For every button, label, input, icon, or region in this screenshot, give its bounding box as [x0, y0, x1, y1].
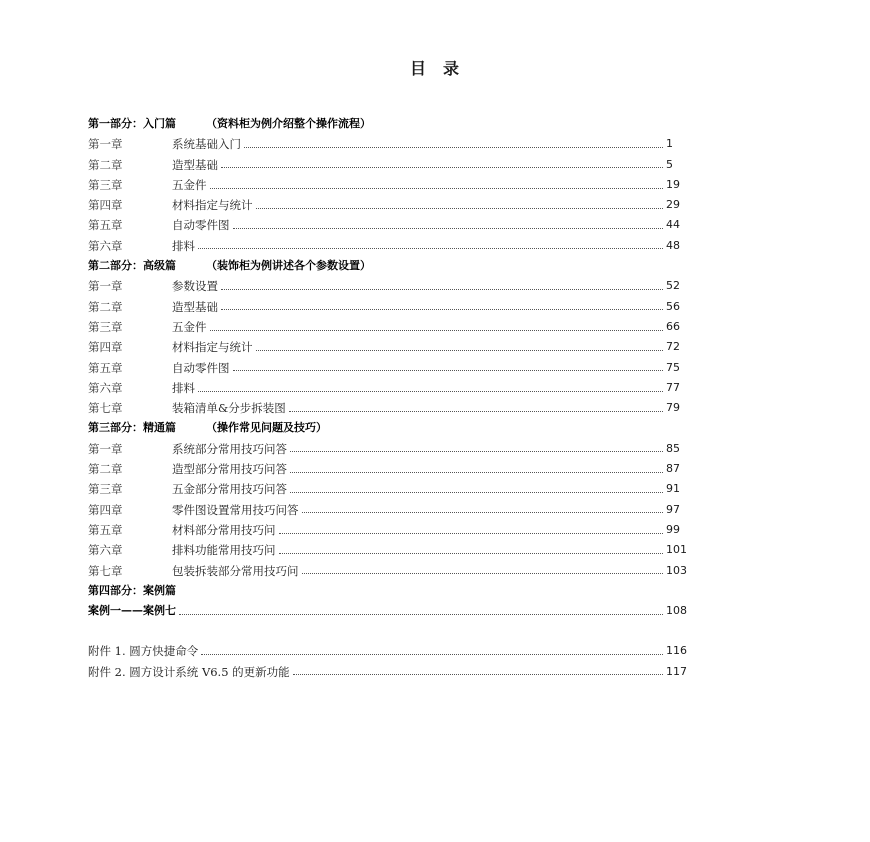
toc-entry[interactable] [88, 215, 690, 235]
part-heading [88, 581, 690, 601]
chapter-label: 第一章 [88, 441, 123, 456]
entry-title: 装箱清单&分步拆装图 [172, 401, 286, 416]
part-heading-label: 第二部分：高级篇 [88, 259, 176, 273]
entry-title: 材料指定与统计 [172, 198, 253, 213]
toc-title [0, 56, 870, 79]
dot-leader [256, 208, 664, 209]
page-number: 101 [666, 543, 687, 557]
page-number: 77 [666, 380, 680, 394]
toc-entry[interactable] [88, 459, 690, 479]
dot-leader [221, 309, 663, 310]
entry-title: 造型基础 [172, 299, 218, 314]
toc-entry-appendix[interactable] [88, 641, 690, 661]
part-heading-note: （装饰柜为例讲述各个参数设置） [206, 259, 371, 273]
section-spacer [88, 621, 690, 641]
page-number: 44 [666, 218, 680, 232]
chapter-label: 第五章 [88, 218, 123, 233]
chapter-label: 第六章 [88, 543, 123, 558]
entry-title: 五金件 [172, 177, 207, 192]
entry-title: 排料 [172, 238, 195, 253]
dot-leader [244, 147, 663, 148]
entry-title: 系统基础入门 [172, 137, 241, 152]
toc-entry[interactable] [88, 520, 690, 540]
chapter-label: 第四章 [88, 340, 123, 355]
part-heading-label: 第三部分：精通篇 [88, 421, 176, 435]
page-number: 91 [666, 482, 680, 496]
chapter-label: 第二章 [88, 157, 123, 172]
entry-title: 零件图设置常用技巧问答 [172, 502, 299, 517]
chapter-label: 第六章 [88, 238, 123, 253]
entry-title: 造型部分常用技巧问答 [172, 462, 287, 477]
dot-leader [210, 330, 664, 331]
dot-leader [201, 654, 663, 655]
chapter-label: 第一章 [88, 137, 123, 152]
toc-entry[interactable] [88, 561, 690, 581]
part-heading [88, 418, 690, 438]
page-number: 56 [666, 299, 680, 313]
part-heading [88, 256, 690, 276]
part-heading-label: 第四部分：案例篇 [88, 583, 176, 597]
chapter-label: 第五章 [88, 360, 123, 375]
entry-title: 案例一——案例七 [88, 604, 176, 618]
entry-title: 附件 2. 圆方设计系统 V6.5 的更新功能 [88, 664, 290, 679]
dot-leader [302, 512, 664, 513]
page-number: 29 [666, 198, 680, 212]
page-number: 66 [666, 319, 680, 333]
toc-entry[interactable] [88, 479, 690, 499]
part-heading-note: （资料柜为例介绍整个操作流程） [206, 117, 371, 130]
entry-title: 材料指定与统计 [172, 340, 253, 355]
toc-entry[interactable] [88, 540, 690, 560]
toc-title-char-1: 目 [409, 59, 427, 78]
toc-entry[interactable] [88, 337, 690, 357]
chapter-label: 第三章 [88, 319, 123, 334]
toc-entry[interactable] [88, 134, 690, 154]
toc-entry-appendix[interactable] [88, 662, 690, 682]
toc-entry[interactable] [88, 155, 690, 175]
entry-title: 排料功能常用技巧问 [172, 543, 276, 558]
dot-leader [221, 167, 663, 168]
toc-entry[interactable] [88, 236, 690, 256]
toc-entry[interactable] [88, 378, 690, 398]
toc-entry[interactable] [88, 297, 690, 317]
page-number: 1 [666, 137, 673, 151]
dot-leader [198, 391, 663, 392]
entry-title: 排料 [172, 380, 195, 395]
entry-title: 五金件 [172, 319, 207, 334]
chapter-label: 第七章 [88, 401, 123, 416]
entry-title: 包装拆装部分常用技巧问 [172, 563, 299, 578]
entry-title: 系统部分常用技巧问答 [172, 441, 287, 456]
entry-title: 参数设置 [172, 279, 218, 294]
dot-leader [179, 614, 663, 615]
dot-leader [302, 573, 664, 574]
part-heading [88, 114, 690, 134]
dot-leader [290, 451, 663, 452]
dot-leader [293, 674, 663, 675]
dot-leader [221, 289, 663, 290]
part-heading-note: （操作常见问题及技巧） [206, 421, 327, 435]
page-number: 103 [666, 563, 687, 577]
chapter-label: 第三章 [88, 482, 123, 497]
page-number: 48 [666, 238, 680, 252]
entry-title: 附件 1. 圆方快捷命令 [88, 644, 199, 659]
toc-entry[interactable] [88, 195, 690, 215]
toc-entry[interactable] [88, 398, 690, 418]
toc-entry[interactable] [88, 358, 690, 378]
page-number: 5 [666, 157, 673, 171]
dot-leader [290, 472, 663, 473]
part-heading-label: 第一部分：入门篇 [88, 117, 176, 130]
page-number: 117 [666, 664, 687, 678]
entry-title: 自动零件图 [172, 218, 230, 233]
chapter-label: 第二章 [88, 462, 123, 477]
dot-leader [210, 188, 664, 189]
dot-leader [279, 533, 664, 534]
dot-leader [290, 492, 663, 493]
table-of-contents [88, 114, 690, 682]
page-number: 85 [666, 441, 680, 455]
page-number: 72 [666, 340, 680, 354]
page-number: 97 [666, 502, 680, 516]
chapter-label: 第六章 [88, 380, 123, 395]
toc-entry[interactable] [88, 317, 690, 337]
page-number: 99 [666, 522, 680, 536]
entry-title: 材料部分常用技巧问 [172, 522, 276, 537]
dot-leader [233, 228, 664, 229]
chapter-label: 第四章 [88, 502, 123, 517]
entry-title: 自动零件图 [172, 360, 230, 375]
chapter-label: 第一章 [88, 279, 123, 294]
dot-leader [198, 248, 663, 249]
page-number: 79 [666, 401, 680, 415]
dot-leader [256, 350, 664, 351]
dot-leader [289, 411, 663, 412]
chapter-label: 第二章 [88, 299, 123, 314]
toc-title-char-2: 录 [443, 59, 461, 78]
toc-entry[interactable] [88, 500, 690, 520]
toc-entry[interactable] [88, 439, 690, 459]
dot-leader [233, 370, 664, 371]
entry-title: 造型基础 [172, 157, 218, 172]
page-number: 75 [666, 360, 680, 374]
toc-entry[interactable] [88, 276, 690, 296]
chapter-label: 第七章 [88, 563, 123, 578]
chapter-label: 第五章 [88, 522, 123, 537]
toc-entry-cases[interactable] [88, 601, 690, 621]
toc-entry[interactable] [88, 175, 690, 195]
dot-leader [279, 553, 664, 554]
entry-title: 五金部分常用技巧问答 [172, 482, 287, 497]
chapter-label: 第三章 [88, 177, 123, 192]
page-number: 87 [666, 462, 680, 476]
page-number: 19 [666, 177, 680, 191]
page-number: 116 [666, 644, 687, 658]
page-number: 52 [666, 279, 680, 293]
chapter-label: 第四章 [88, 198, 123, 213]
page-number: 108 [666, 604, 687, 618]
